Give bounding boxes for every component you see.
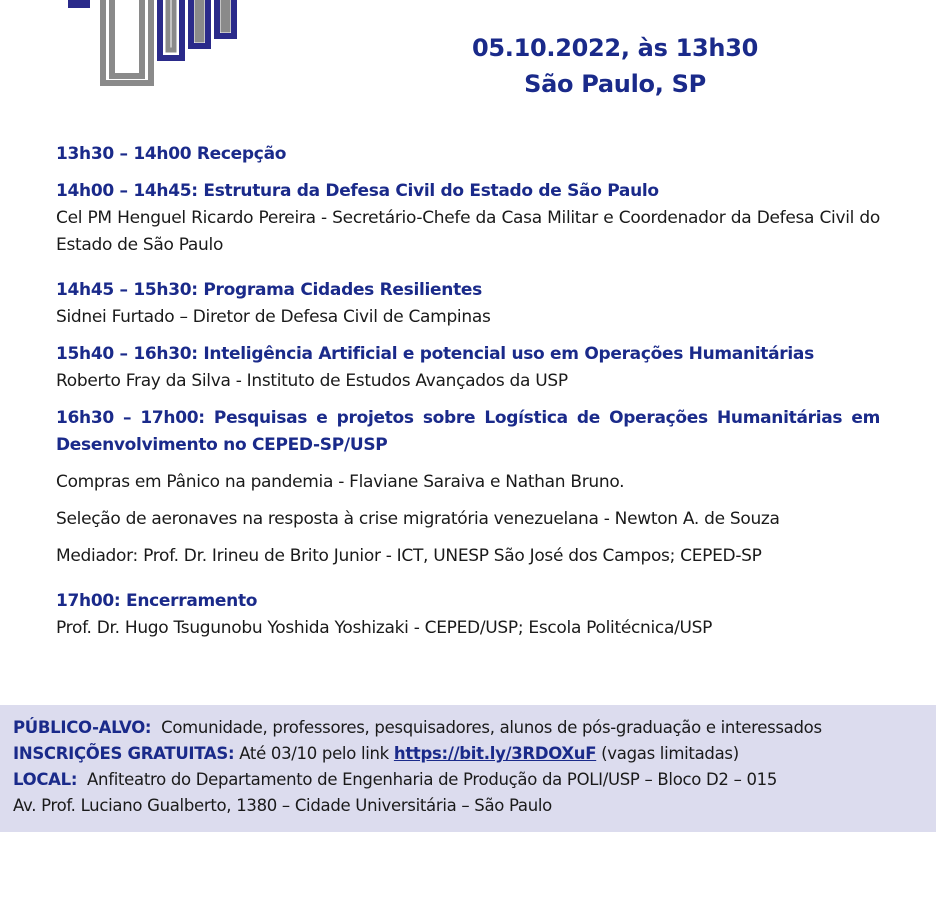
program-speaker: Compras em Pânico na pandemia - Flaviane Saraiva e Nathan Bruno. — [56, 472, 625, 492]
location-text: Anfiteatro do Departamento de Engenharia de Produção da POLI/USP – Bloco D2 – 015 — [87, 770, 778, 789]
program-speaker: Prof. Dr. Hugo Tsugunobu Yoshida Yoshizaki - CEPED/USP; Escola Politécnica/USP — [56, 618, 713, 638]
program-schedule — [56, 141, 880, 642]
location-line — [13, 767, 923, 793]
program-item-pesquisas-projetos — [56, 405, 880, 570]
location-label: LOCAL: — [13, 770, 78, 789]
audience-label: PÚBLICO-ALVO: — [13, 718, 152, 737]
registration-note: (vagas limitadas) — [601, 744, 739, 763]
logo-graphic — [60, 0, 260, 100]
program-heading: 17h00: Encerramento — [56, 591, 258, 611]
program-heading: 13h30 – 14h00 Recepção — [56, 144, 287, 164]
info-box-content — [13, 715, 923, 819]
audience-line — [13, 715, 923, 741]
logo — [60, 0, 260, 100]
program-item-reception — [56, 141, 880, 168]
program-heading: 16h30 – 17h00: Pesquisas e projetos sobre Logística de Operações Humanitárias em Desenvolvimento no CEPED-SP/USP — [56, 408, 880, 455]
program-item-inteligencia-artificial — [56, 341, 880, 395]
address-line — [13, 793, 923, 819]
event-date-place — [440, 30, 790, 102]
program-speaker: Cel PM Henguel Ricardo Pereira - Secretário-Chefe da Casa Militar e Coordenador da Defesa Civil do Estado de São Paulo — [56, 208, 880, 255]
program-speaker: Roberto Fray da Silva - Instituto de Estudos Avançados da USP — [56, 371, 568, 391]
logo-towers — [103, 0, 151, 83]
event-date: 05.10.2022, às 13h30 — [471, 34, 759, 62]
audience-text: Comunidade, professores, pesquisadores, alunos de pós-graduação e interessados — [161, 718, 822, 737]
program-heading: 14h00 – 14h45: Estrutura da Defesa Civil do Estado de São Paulo — [56, 181, 659, 201]
program-speaker: Seleção de aeronaves na resposta à crise migratória venezuelana - Newton A. de Souza — [56, 509, 780, 529]
event-place: São Paulo, SP — [524, 70, 706, 98]
address-text: Av. Prof. Luciano Gualberto, 1380 – Cidade Universitária – São Paulo — [13, 796, 552, 815]
registration-line — [13, 741, 923, 767]
program-speaker: Sidnei Furtado – Diretor de Defesa Civil de Campinas — [56, 307, 491, 327]
program-item-encerramento — [56, 588, 880, 642]
registration-text: Até 03/10 pelo link — [239, 744, 389, 763]
registration-link[interactable]: https://bit.ly/3RDOXuF — [393, 744, 597, 763]
logo-blue-bar — [68, 0, 90, 8]
program-speaker: Mediador: Prof. Dr. Irineu de Brito Junior - ICT, UNESP São José dos Campos; CEPED-SP — [56, 546, 762, 566]
registration-label: INSCRIÇÕES GRATUITAS: — [13, 744, 235, 763]
program-heading: 15h40 – 16h30: Inteligência Artificial e potencial uso em Operações Humanitárias — [56, 344, 814, 364]
program-item-defesa-civil — [56, 178, 880, 259]
program-heading: 14h45 – 15h30: Programa Cidades Resilientes — [56, 280, 482, 300]
program-item-cidades-resilientes — [56, 277, 880, 331]
